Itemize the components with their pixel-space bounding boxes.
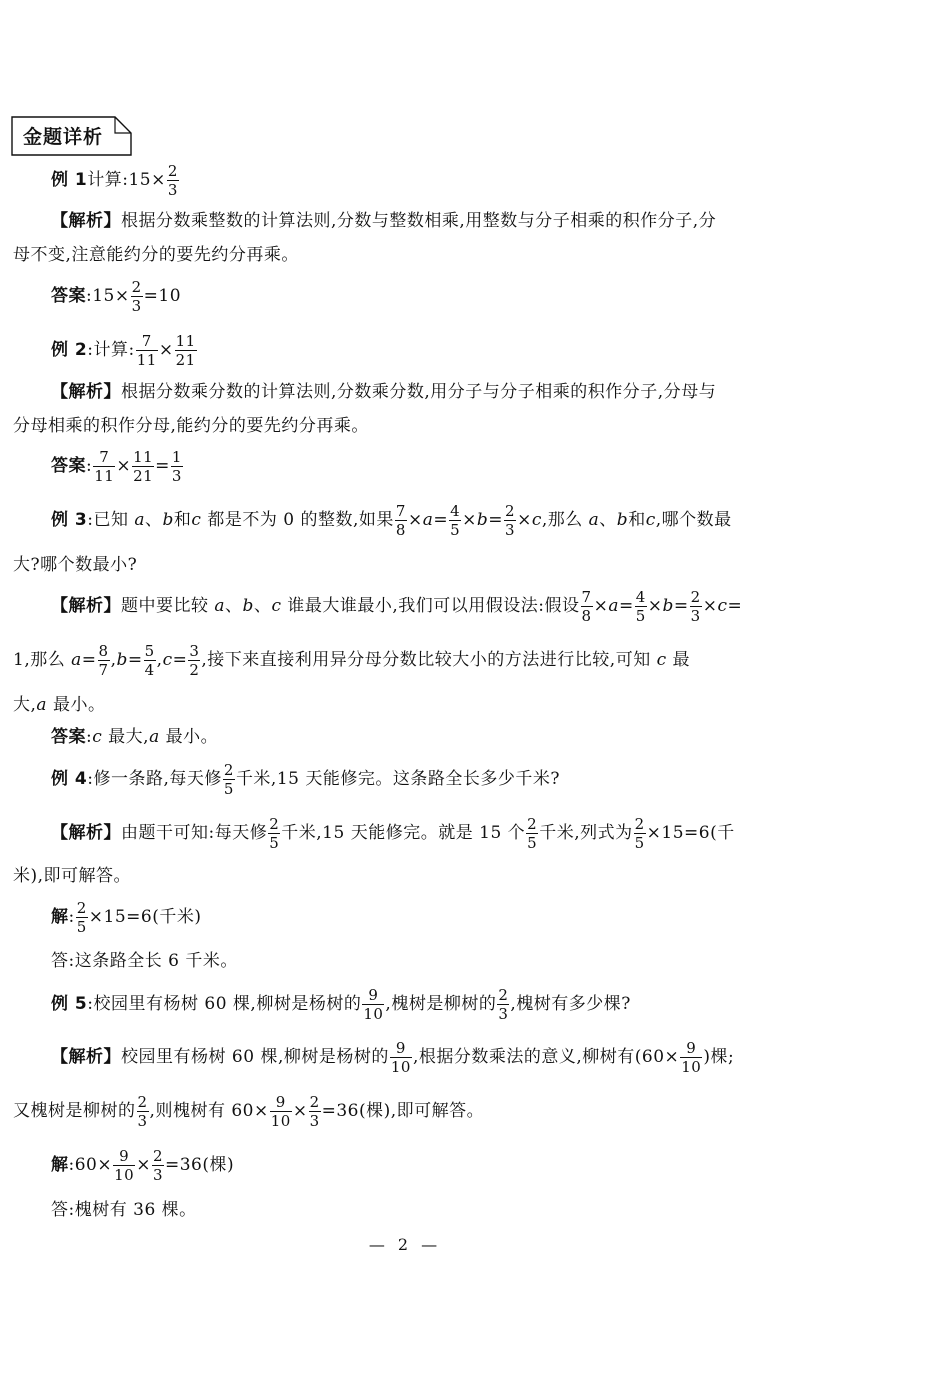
example-3-analysis-end: 大,a 最小。 [13,695,106,715]
fraction: $\frac{3}{2}$ [189,641,200,679]
fraction: $\frac{7}{11}$ [136,331,157,369]
analysis-label: 【解析】 [51,1047,121,1067]
example-3-question-cont: 大?哪个数最小? [13,555,138,575]
example-5-question: 例 5:校园里有杨树 60 棵,柳树是杨树的 $\frac{9}{10}$ ,槐树是柳树的 $\frac{2}{3}$ ,槐树有多少棵? [51,985,631,1023]
fraction: $\frac{2}{3}$ [137,1092,148,1130]
example-1-answer: 答案:15× $\frac{2}{3}$ =10 [51,277,182,315]
solution-label: 解 [51,1155,69,1175]
example-3-label: 例 3 [51,510,88,530]
page-number: — 2 — [368,1235,442,1254]
solution-label: 解 [51,907,69,927]
section-title: 金题详析 [23,126,104,148]
fraction: $\frac{7}{11}$ [94,447,115,485]
fraction: $\frac{2}{3}$ [309,1092,320,1130]
example-1-question: 例 1计算:15× $\frac{2}{3}$ [51,161,178,199]
answer-label: 答案 [51,456,86,476]
fraction: $\frac{2}{5}$ [223,760,234,798]
example-1-label: 例 1 [51,170,88,190]
fraction: $\frac{11}{21}$ [175,331,196,369]
example-3-analysis-cont: 1,那么 a= $\frac{8}{7}$ ,b= $\frac{5}{4}$ ,c= $\frac{3}{2}$ ,接下来直接利用异分母分数比较大小的方法进行比较,可知 c 最 [13,641,691,679]
answer-label: 答案 [51,286,86,306]
example-4-final-answer: 答:这条路全长 6 千米。 [51,951,238,971]
example-1-analysis: 【解析】根据分数乘整数的计算法则,分数与整数相乘,用整数与分子相乘的积作分子,分 [51,211,717,231]
example-2-question: 例 2:计算: $\frac{7}{11}$ × $\frac{11}{21}$ [51,331,196,369]
fraction: $\frac{9}{10}$ [363,985,384,1023]
fraction: $\frac{2}{5}$ [269,814,280,852]
fraction: $\frac{8}{7}$ [98,641,109,679]
example-5-final-answer: 答:槐树有 36 棵。 [51,1200,197,1220]
example-4-label: 例 4 [51,769,88,789]
answer-label: 答案 [51,727,86,747]
fraction: $\frac{11}{21}$ [133,447,154,485]
fraction: $\frac{7}{8}$ [395,501,406,539]
fraction: $\frac{2}{3}$ [505,501,516,539]
example-4-analysis: 【解析】由题干可知:每天修 $\frac{2}{5}$ 千米,15 天能修完。就是 15 个 $\frac{2}{5}$ 千米,列式为 $\frac{2}{5}$ ×15=6(千 [51,814,735,852]
example-5-solution: 解:60× $\frac{9}{10}$ × $\frac{2}{3}$ =36(棵) [51,1146,235,1184]
fraction: $\frac{9}{10}$ [114,1146,135,1184]
fraction: $\frac{1}{3}$ [171,447,182,485]
fraction: $\frac{7}{8}$ [581,587,592,625]
example-4-analysis-cont: 米),即可解答。 [13,866,132,886]
example-4-solution: 解: $\frac{2}{5}$ ×15=6(千米) [51,898,202,936]
example-4-question: 例 4:修一条路,每天修 $\frac{2}{5}$ 千米,15 天能修完。这条路全长多少千米? [51,760,560,798]
example-2-answer: 答案: $\frac{7}{11}$ × $\frac{11}{21}$ = $\frac{1}{3}$ [51,447,182,485]
fraction: $\frac{5}{4}$ [144,641,155,679]
example-1-analysis-cont: 母不变,注意能约分的要先约分再乘。 [13,245,299,265]
example-3-analysis: 【解析】题中要比较 a、b、c 谁最大谁最小,我们可以用假设法:假设 $\frac{7}{8}$ ×a= $\frac{4}{5}$ ×b= $\frac{2}{3}$ ×c= [51,587,743,625]
example-5-analysis: 【解析】校园里有杨树 60 棵,柳树是杨树的 $\frac{9}{10}$ ,根据分数乘法的意义,柳树有(60× $\frac{9}{10}$ )棵; [51,1038,735,1076]
fraction: $\frac{9}{10}$ [390,1038,411,1076]
example-2-analysis-cont: 分母相乘的积作分母,能约分的要先约分再乘。 [13,416,369,436]
fraction: $\frac{2}{3}$ [152,1146,163,1184]
fraction: $\frac{2}{3}$ [167,161,178,199]
analysis-label: 【解析】 [51,211,121,231]
fraction: $\frac{4}{5}$ [635,587,646,625]
fraction: $\frac{2}{3}$ [131,277,142,315]
example-5-analysis-cont: 又槐树是柳树的 $\frac{2}{3}$ ,则槐树有 60× $\frac{9}{10}$ × $\frac{2}{3}$ =36(棵),即可解答。 [13,1092,485,1130]
example-3-question: 例 3:已知 a、b和c 都是不为 0 的整数,如果 $\frac{7}{8}$ ×a= $\frac{4}{5}$ ×b= $\frac{2}{3}$ ×c,那么 a、b和c,哪个数最 [51,501,732,539]
fraction: $\frac{2}{3}$ [690,587,701,625]
section-title-tag [11,116,131,154]
fraction: $\frac{2}{5}$ [76,898,87,936]
example-5-label: 例 5 [51,994,88,1014]
example-3-answer: 答案:c 最大,a 最小。 [51,727,219,747]
fraction: $\frac{9}{10}$ [270,1092,291,1130]
fraction: $\frac{9}{10}$ [681,1038,702,1076]
example-2-analysis: 【解析】根据分数乘分数的计算法则,分数乘分数,用分子与分子相乘的积作分子,分母与 [51,382,717,402]
example-2-label: 例 2 [51,340,88,360]
analysis-label: 【解析】 [51,596,121,616]
analysis-label: 【解析】 [51,382,121,402]
fraction: $\frac{2}{3}$ [498,985,509,1023]
fraction: $\frac{2}{5}$ [634,814,645,852]
fraction: $\frac{2}{5}$ [527,814,538,852]
fraction: $\frac{4}{5}$ [450,501,461,539]
analysis-label: 【解析】 [51,823,121,843]
